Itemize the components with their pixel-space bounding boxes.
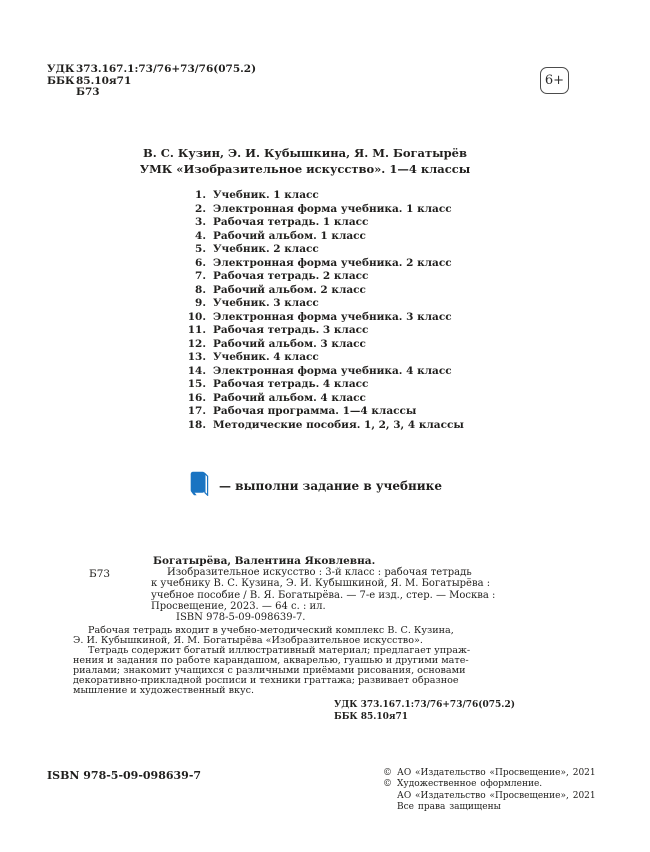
- list-item-number: 5.: [195, 243, 206, 255]
- list-item-number: 7.: [195, 270, 206, 282]
- list-item: [0, 324, 650, 338]
- list-item-number: 10.: [187, 310, 206, 323]
- list-item-label: Рабочий альбом. 1 класс: [213, 229, 366, 242]
- list-item: [0, 405, 650, 419]
- bbk-value: 85.10я71: [76, 74, 132, 87]
- copyright-text: Художественное оформление.: [397, 779, 543, 790]
- copyright-text: Все права защищены: [397, 801, 501, 812]
- legend: [190, 471, 442, 500]
- list-item: [0, 243, 650, 257]
- list-item-number: 16.: [187, 391, 206, 404]
- list-item-label: Рабочая тетрадь. 2 класс: [213, 270, 369, 282]
- imprint-bbk-line: ББК 85.10я71: [334, 711, 409, 722]
- list-item-label: Электронная форма учебника. 2 класс: [213, 256, 452, 269]
- list-item: [0, 284, 650, 298]
- list-item-number: 6.: [195, 256, 206, 269]
- age-rating-badge: [540, 67, 569, 94]
- copyright-symbol: ©: [383, 768, 392, 778]
- series-title: УМК «Изобразительное искусство». 1—4 классы: [139, 162, 471, 176]
- list-item-label: Учебник. 1 класс: [213, 189, 319, 201]
- list-item-number: 18.: [187, 418, 206, 431]
- list-item-number: 4.: [195, 229, 206, 242]
- list-item: [0, 365, 650, 379]
- list-item-label: Рабочая тетрадь. 3 класс: [213, 324, 369, 336]
- list-item-label: Электронная форма учебника. 1 класс: [213, 202, 452, 215]
- annotation-line: декоративно-прикладной росписи и техники граттажа; развивает образное: [73, 675, 459, 686]
- list-item: [0, 203, 650, 217]
- bibliographic-description: [151, 567, 495, 623]
- list-item: [0, 189, 650, 203]
- age-rating-label: 6+: [544, 73, 565, 88]
- description-line: к учебнику В. С. Кузина, Э. И. Кубышкиной, Я. М. Богатырёва :: [151, 578, 491, 590]
- list-item: [0, 338, 650, 352]
- list-item: [0, 392, 650, 406]
- list-item-label: Учебник. 4 класс: [213, 351, 319, 363]
- list-item-label: Электронная форма учебника. 4 класс: [213, 364, 452, 377]
- list-item-label: Учебник. 2 класс: [213, 243, 319, 255]
- list-item: [0, 351, 650, 365]
- imprint-author-heading: Богатырёва, Валентина Яковлевна.: [153, 555, 376, 567]
- imprint-udk-line: УДК 373.167.1:73/76+73/76(075.2): [334, 700, 515, 710]
- list-item: [0, 419, 650, 433]
- series-authors: В. С. Кузин, Э. И. Кубышкина, Я. М. Богатырёв: [142, 146, 467, 160]
- list-item-number: 15.: [187, 378, 206, 390]
- copyright-block: [383, 768, 596, 813]
- description-line: учебное пособие / В. Я. Богатырёва. — 7-е изд., стер. — Москва :: [151, 589, 496, 601]
- copyright-symbol: ©: [383, 779, 392, 790]
- list-item-label: Рабочий альбом. 2 класс: [213, 283, 366, 296]
- author-code: Б73: [76, 86, 100, 98]
- list-item-number: 2.: [195, 202, 206, 215]
- author-code-row: [47, 87, 256, 99]
- list-item-label: Рабочая тетрадь. 4 класс: [213, 378, 369, 390]
- copyright-line: [383, 768, 596, 779]
- list-item: [0, 378, 650, 392]
- imprint-isbn: ISBN 978-5-09-098639-7.: [176, 612, 306, 624]
- annotation: [73, 626, 470, 696]
- annotation-line: нения и задания по работе карандашом, акварелью, гуашью и другими мате-: [73, 655, 469, 666]
- bbk-label: ББК: [47, 74, 75, 87]
- udk-value: 373.167.1:73/76+73/76(075.2): [76, 63, 257, 75]
- catalog-codes: [47, 64, 256, 99]
- list-item-label: Рабочий альбом. 3 класс: [213, 337, 366, 350]
- list-item: [0, 297, 650, 311]
- list-item-number: 12.: [187, 337, 206, 350]
- copyright-line: [383, 802, 596, 813]
- copyright-line: [383, 791, 596, 802]
- list-item-number: 1.: [195, 189, 206, 201]
- annotation-line: Э. И. Кубышкиной, Я. М. Богатырёва «Изобразительное искусство».: [73, 635, 423, 646]
- list-item: [0, 257, 650, 271]
- imprint-author-code: Б73: [89, 568, 111, 580]
- list-item-label: Методические пособия. 1, 2, 3, 4 классы: [213, 418, 464, 431]
- imprint-codes: [334, 700, 515, 723]
- copyright-text: АО «Издательство «Просвещение», 2021: [397, 768, 596, 778]
- list-item-label: Рабочий альбом. 4 класс: [213, 391, 366, 404]
- annotation-line: Тетрадь содержит богатый иллюстративный материал; предлагает упраж-: [88, 645, 471, 656]
- book-icon: [190, 471, 209, 500]
- list-item-number: 11.: [187, 324, 206, 336]
- footer-isbn: ISBN 978-5-09-098639-7: [47, 769, 202, 782]
- copyright-text: АО «Издательство «Просвещение», 2021: [397, 790, 596, 801]
- udk-label: УДК: [47, 63, 75, 75]
- list-item: [0, 311, 650, 325]
- list-item: [0, 216, 650, 230]
- list-item-number: 9.: [195, 297, 206, 309]
- list-item-label: Учебник. 3 класс: [213, 297, 319, 309]
- series-components-list: [0, 189, 650, 432]
- description-line: Изобразительное искусство : 3-й класс : рабочая тетрадь: [167, 567, 472, 578]
- list-item-number: 13.: [187, 351, 206, 363]
- list-item: [0, 230, 650, 244]
- udk-row: [47, 64, 256, 76]
- list-item-label: Рабочая программа. 1—4 классы: [213, 405, 417, 417]
- list-item-number: 17.: [187, 405, 206, 417]
- list-item-number: 3.: [195, 216, 206, 228]
- list-item: [0, 270, 650, 284]
- legend-text: — выполни задание в учебнике: [219, 478, 442, 493]
- copyright-line: [383, 779, 596, 790]
- annotation-line: мышление и художественный вкус.: [73, 685, 255, 696]
- list-item-label: Рабочая тетрадь. 1 класс: [213, 216, 369, 228]
- list-item-number: 8.: [195, 283, 206, 296]
- annotation-line: риалами; знакомит учащихся с различными приёмами рисования, основами: [73, 665, 466, 676]
- series-header: [20, 147, 590, 176]
- description-line: Просвещение, 2023. — 64 с. : ил.: [151, 600, 326, 612]
- list-item-number: 14.: [187, 364, 206, 377]
- list-item-label: Электронная форма учебника. 3 класс: [213, 310, 452, 323]
- annotation-line: Рабочая тетрадь входит в учебно-методический комплекс В. С. Кузина,: [88, 625, 454, 636]
